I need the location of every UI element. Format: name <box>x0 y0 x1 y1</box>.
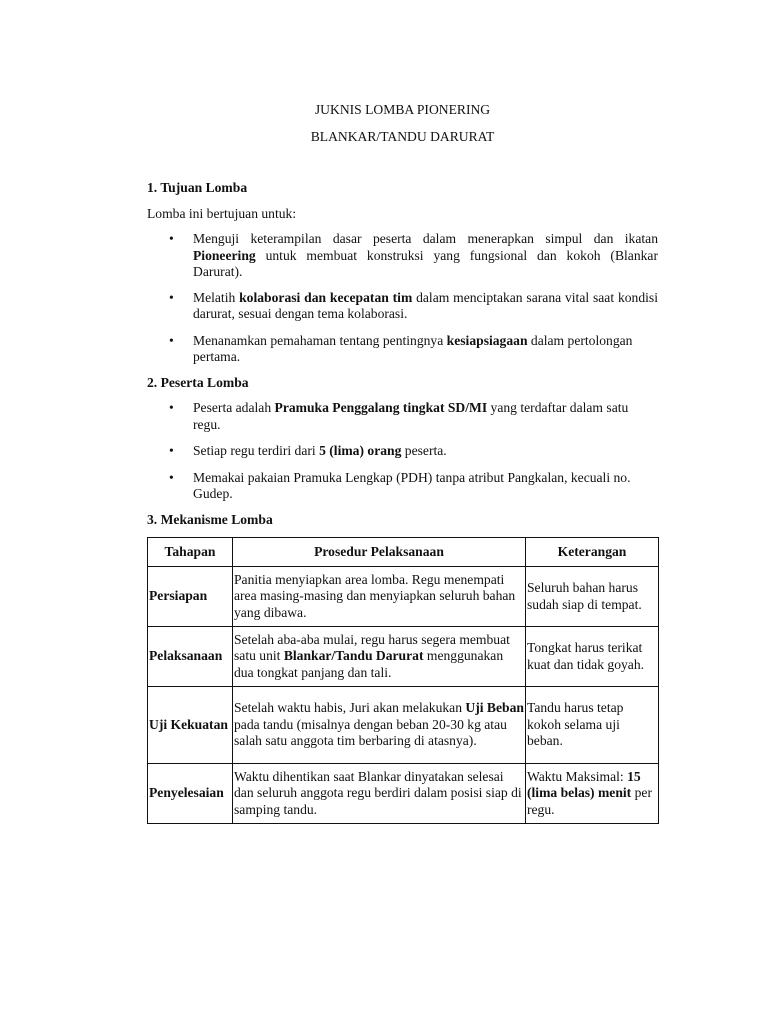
bullet-icon: • <box>169 231 174 246</box>
list-item: • Melatih kolaborasi dan kecepatan tim dalam menciptakan sarana vital saat kondisi darurat, sesuai dengan tema kolaborasi. <box>169 289 658 321</box>
list-item: • Peserta adalah Pramuka Penggalang tingkat SD/MI yang terdaftar dalam satu regu. <box>169 400 629 432</box>
note-cell: Tandu harus tetap kokoh selama uji beban. <box>526 687 659 764</box>
section-heading-tujuan: 1. Tujuan Lomba <box>147 180 248 195</box>
stage-cell: Pelaksanaan <box>148 627 233 687</box>
list-item: • Memakai pakaian Pramuka Lengkap (PDH) tanpa atribut Pangkalan, kecuali no. Gudep. <box>169 469 631 501</box>
note-cell: Seluruh bahan harus sudah siap di tempat. <box>526 567 659 627</box>
bullet-icon: • <box>169 332 174 348</box>
bullet-icon: • <box>169 469 174 485</box>
procedure-cell: Setelah aba-aba mulai, regu harus segera membuat satu unit Blankar/Tandu Darurat menggunakan dua tongkat panjang dan tali. <box>233 627 526 687</box>
list-item: • Setiap regu terdiri dari 5 (lima) orang peserta. <box>169 443 447 458</box>
procedure-cell: Setelah waktu habis, Juri akan melakukan Uji Beban pada tandu (misalnya dengan beban 20-30 kg atau salah satu anggota tim berbaring di atasnya). <box>233 687 526 764</box>
note-cell: Waktu Maksimal: 15 (lima belas) menit per regu. <box>526 764 659 824</box>
mekanisme-table <box>147 537 659 824</box>
tujuan-list <box>147 231 658 366</box>
table-row <box>148 687 659 764</box>
bullet-icon: • <box>169 289 174 305</box>
document-subtitle: BLANKAR/TANDU DARURAT <box>310 128 495 144</box>
section-heading-peserta: 2. Peserta Lomba <box>147 374 249 390</box>
section-intro: Lomba ini bertujuan untuk: <box>147 205 297 221</box>
list-item: • Menanamkan pemahaman tentang pentingnya kesiapsiagaan dalam pertolongan pertama. <box>169 332 633 364</box>
bullet-icon: • <box>169 443 174 458</box>
column-header: Prosedur Pelaksanaan <box>233 538 526 567</box>
procedure-cell: Panitia menyiapkan area lomba. Regu menempati area masing-masing dan menyiapkan seluruh bahan yang dibawa. <box>233 567 526 627</box>
table-header-row <box>148 538 659 567</box>
list-item: • Menguji keterampilan dasar peserta dalam menerapkan simpul dan ikatan Pioneering untuk membuat konstruksi yang fungsional dan kokoh (Blankar Darurat). <box>169 231 658 279</box>
table-row <box>148 567 659 627</box>
bullet-icon: • <box>169 400 174 415</box>
stage-cell: Penyelesaian <box>148 764 233 824</box>
table-row <box>148 627 659 687</box>
document-page <box>147 0 658 824</box>
note-cell: Tongkat harus terikat kuat dan tidak goyah. <box>526 627 659 687</box>
stage-cell: Uji Kekuatan <box>148 687 233 764</box>
procedure-cell: Waktu dihentikan saat Blankar dinyatakan selesai dan seluruh anggota regu berdiri dalam posisi siap di samping tandu. <box>233 764 526 824</box>
column-header: Tahapan <box>148 538 233 567</box>
document-title: JUKNIS LOMBA PIONERING <box>314 102 491 117</box>
table-row <box>148 764 659 824</box>
column-header: Keterangan <box>526 538 659 567</box>
stage-cell: Persiapan <box>148 567 233 627</box>
peserta-list <box>147 400 658 503</box>
section-heading-mekanisme: 3. Mekanisme Lomba <box>147 511 273 527</box>
